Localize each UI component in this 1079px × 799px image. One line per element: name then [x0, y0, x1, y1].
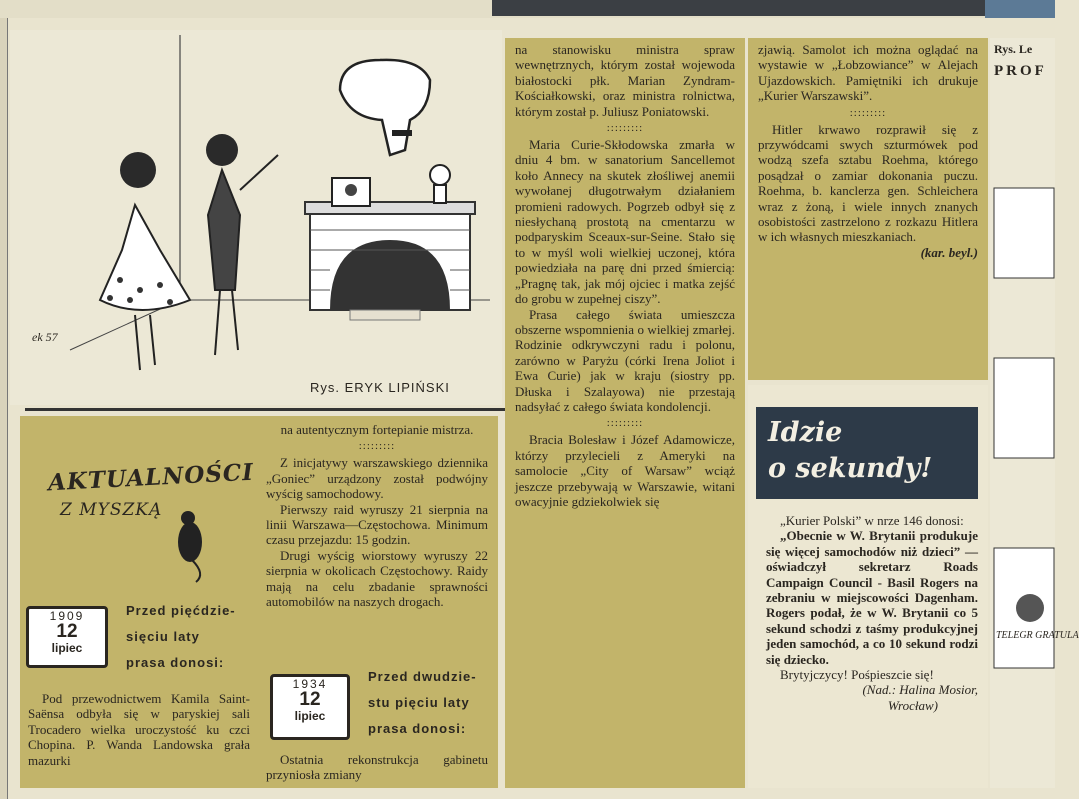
- column-5-credit: Rys. Le: [994, 42, 1033, 56]
- przed-line: sięciu laty: [126, 629, 200, 644]
- cartoon-credit: Rys. ERYK LIPIŃSKI: [310, 380, 450, 395]
- przed-line: Przed dwudzie-: [368, 669, 477, 684]
- column-5-heading: PROF: [994, 63, 1047, 79]
- top-strip-blue: [985, 0, 1055, 18]
- date-year: 1909: [49, 609, 85, 623]
- article-text: Z inicjatywy warszawskiego dziennika „Goniec” urządzony został podwójny wyścig samochodowy.: [266, 455, 488, 502]
- article-text: Pierwszy raid wyruszy 21 sierpnia na linii Warszawa—Częstochowa. Minimum czasu przejazdu: 15 godzin.: [266, 501, 488, 548]
- date-year: 1934: [292, 677, 328, 691]
- z-myszka-heading: Z MYSZKĄ: [60, 500, 163, 520]
- article-text: na stanowisku ministra spraw wewnętrznych, którym został wojewoda białostocki płk. Marian Zyndram-Kościałkowski, oraz ministra rolnictwa, którym został p. Juliusz Poniatowski.: [515, 42, 735, 119]
- przed-line: prasa donosi:: [368, 721, 467, 736]
- przed-line: prasa donosi:: [126, 655, 225, 670]
- heading-line: o sekundy!: [768, 453, 933, 484]
- article-text: „Kurier Polski” w nrze 146 donosi:: [780, 513, 964, 528]
- separator: :::::::::: [358, 440, 396, 453]
- left-edge: [0, 18, 8, 799]
- column-5: [990, 38, 1079, 788]
- przed-line: Przed pięćdzie-: [126, 603, 236, 618]
- signature: (Nad.: Halina Mosior,: [862, 682, 978, 698]
- idzie-text: [766, 513, 978, 713]
- przed-1909: [126, 598, 236, 676]
- middle-text: [266, 422, 488, 609]
- przed-line: stu pięciu laty: [368, 695, 470, 710]
- date-month: lipiec: [51, 641, 83, 655]
- article-text: zjawią. Samolot ich można oglądać na wystawie w „Łobzowiance” w Alejach Ujazdowskich. Pamiętniki ich drukuje „Kurier Warszawski”.: [758, 42, 978, 104]
- date-day: 12: [56, 621, 78, 642]
- aktualnosci-box: [20, 416, 262, 788]
- article-chopin: [28, 691, 250, 768]
- column-3: [505, 38, 745, 788]
- mouse-icon: [172, 504, 212, 584]
- signature: (kar. beyl.): [920, 244, 978, 260]
- separator: :::::::::: [849, 106, 887, 119]
- idzie-heading: [756, 407, 978, 499]
- article-text: Brytyjczycy! Pośpieszcie się!: [780, 667, 934, 683]
- top-strip: [0, 0, 1055, 18]
- middle-bottom: [266, 752, 488, 783]
- article-text: Pod przewodnictwem Kamila Saint-Saënsa odbyła się w paryskiej sali Trocadero wielka uroczystość ku czci Chopina. P. Wanda Landowska grała mazurki: [28, 691, 250, 768]
- article-text: Maria Curie-Skłodowska zmarła w dniu 4 bm. w sanatorium Sancellemot koło Annecy na skutek złośliwej anemii wywołanej długotrwałym działaniem promieni radowych. Pogrzeb odbył się z niesłychaną prostotą na cmentarzu w podparyskim Sceaux-sur-Seine. Stało się to w myśl woli wielkiej uczonej, która powiedziała na parę dni przed śmiercią: „Pragnę tak, jak mój ojciec i matka zejść do grobu w zupełnej ciszy”.: [515, 137, 735, 307]
- article-text: Bracia Bolesław i Józef Adamowicze, którzy przylecieli z Ameryki na samolocie „City of Warsaw” wciąż jeszcze przebywają w Warszawie, witani owacyjnie gdziekolwiek się: [515, 432, 735, 509]
- idzie-o-sekundy-box: [748, 385, 988, 788]
- cartoon-signature: ek 57: [32, 330, 58, 344]
- date-1909: [26, 606, 108, 668]
- top-strip-dark: [492, 0, 1055, 16]
- column-5-illustration: [990, 128, 1079, 688]
- article-text: „Obecnie w W. Brytanii produkuje się więcej samochodów niż dzieci” — oświadczył sekretarz Roads Campaign Council - Basil Rogers na zebraniu w miejscowości Dagenham. Rogers podał, że w W. Brytanii co 5 sekund schodzi z taśmy produkcyjnej jeden samochód, a co 10 sekund rodzi się dziecko.: [766, 528, 978, 667]
- przed-1934: [368, 664, 477, 742]
- signature: Wrocław): [887, 697, 938, 713]
- article-text: Ostatnia rekonstrukcja gabinetu przyniosła zmiany: [266, 752, 488, 783]
- date-month: lipiec: [294, 709, 326, 723]
- column-3-text: [505, 38, 745, 513]
- separator: :::::::::: [606, 122, 644, 135]
- separator: :::::::::: [606, 417, 644, 430]
- article-text: Drugi wyścig wiorstowy wyruszy 22 sierpnia w okolicach Częstochowy. Raidy mają na celu zbadanie sprawności automobilów na naszych drogach.: [266, 547, 488, 610]
- heading-line: Idzie: [768, 417, 843, 448]
- date-day: 12: [299, 689, 321, 710]
- cartoon-illustration: [10, 30, 502, 405]
- article-text: na autentycznym fortepianie mistrza.: [280, 422, 474, 437]
- date-1934: [270, 674, 350, 740]
- divider-rule: [25, 408, 505, 411]
- middle-box: [262, 416, 498, 788]
- aktualnosci-heading: AKTUALNOŚCI: [47, 458, 255, 497]
- column-5-caption: TELEGR GRATULA: [996, 630, 1079, 641]
- cartoon-drawing: [10, 30, 502, 405]
- article-text: Prasa całego świata umieszcza obszerne wspomnienia o wielkiej zmarłej. Rodzinie odkrywczyni radu i polonu, zarówno w Paryżu (córki Irena Joliot i Ewa Curie) jak w kraju (siostry pp. Dłuska i Szalayowa) nie przestają nadsyłać z całego świata kondolencji.: [515, 306, 735, 414]
- column-4-text: [748, 38, 988, 264]
- column-4: [748, 38, 988, 380]
- article-text: Hitler krwawo rozprawił się z przywódcami swych szturmówek pod wodzą szefa sztabu Roehma, którego posądzał o zamiar dokonania puczu. Roehma, b. kanclerza gen. Schleichera wraz z żoną, i wiele innych znanych osobistości zastrzelono z rozkazu Hitlera w ich własnych mieszkaniach.: [758, 121, 978, 245]
